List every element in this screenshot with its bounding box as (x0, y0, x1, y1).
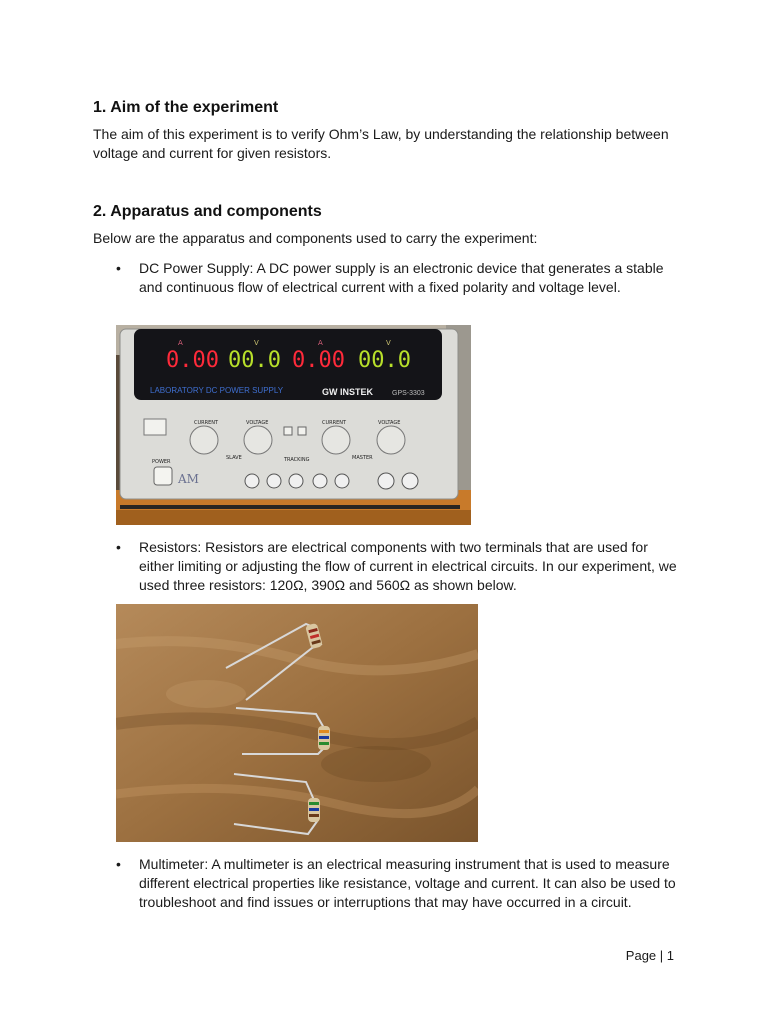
resistors-photo (116, 604, 478, 842)
knob-label-current-2: CURRENT (322, 420, 347, 426)
brand-logo: GW INSTEK (322, 387, 373, 397)
list-item-multimeter: Multimeter: A multimeter is an electrical measuring instrument that is used to measure different electrical properties like resistance, voltage and current. It can also be used to troubleshoot and find issues or interruptions that may have occurred in a circuit. (139, 856, 676, 910)
display-voltage-master: 00.0 (358, 348, 411, 373)
handwritten-label: AM (178, 472, 199, 486)
tracking-label: TRACKING (284, 457, 310, 463)
svg-text:V: V (254, 339, 259, 347)
display-current-slave: 0.00 (166, 348, 219, 373)
aim-paragraph: The aim of this experiment is to verify Ohm’s Law, by understanding the relationship between voltage and current for given resistors. (93, 126, 669, 161)
list-item-resistors: Resistors: Resistors are electrical components with two terminals that are used for either limiting or adjusting the flow of current in electrical circuits. In our experiment, we used three resistors: 120Ω, 390Ω and 560Ω as shown below. (139, 539, 677, 593)
knob-label-current-1: CURRENT (194, 420, 219, 426)
section-heading-aim: 1. Aim of the experiment (93, 99, 279, 116)
display-current-master: 0.00 (292, 348, 345, 373)
section-heading-apparatus: 2. Apparatus and components (93, 203, 322, 220)
power-label: POWER (152, 459, 171, 465)
slave-label: SLAVE (226, 455, 242, 461)
svg-text:A: A (318, 339, 323, 347)
power-supply-photo (116, 325, 471, 525)
knob-label-voltage-1: VOLTAGE (246, 420, 269, 426)
display-voltage-slave: 00.0 (228, 348, 281, 373)
master-label: MASTER (352, 455, 373, 461)
bullet-dot: • (116, 260, 121, 276)
panel-label: LABORATORY DC POWER SUPPLY (150, 386, 284, 395)
list-item-power-supply: DC Power Supply: A DC power supply is an electronic device that generates a stable and continuous flow of electrical current with a fixed polarity and voltage level. (139, 260, 664, 295)
knob-label-voltage-2: VOLTAGE (378, 420, 401, 426)
apparatus-intro: Below are the apparatus and components used to carry the experiment: (93, 230, 538, 246)
svg-text:V: V (386, 339, 391, 347)
model-label: GPS-3303 (392, 390, 425, 397)
bullet-dot: • (116, 539, 121, 555)
svg-text:A: A (178, 339, 183, 347)
page-number: Page | 1 (625, 948, 674, 963)
bullet-dot: • (116, 856, 121, 872)
